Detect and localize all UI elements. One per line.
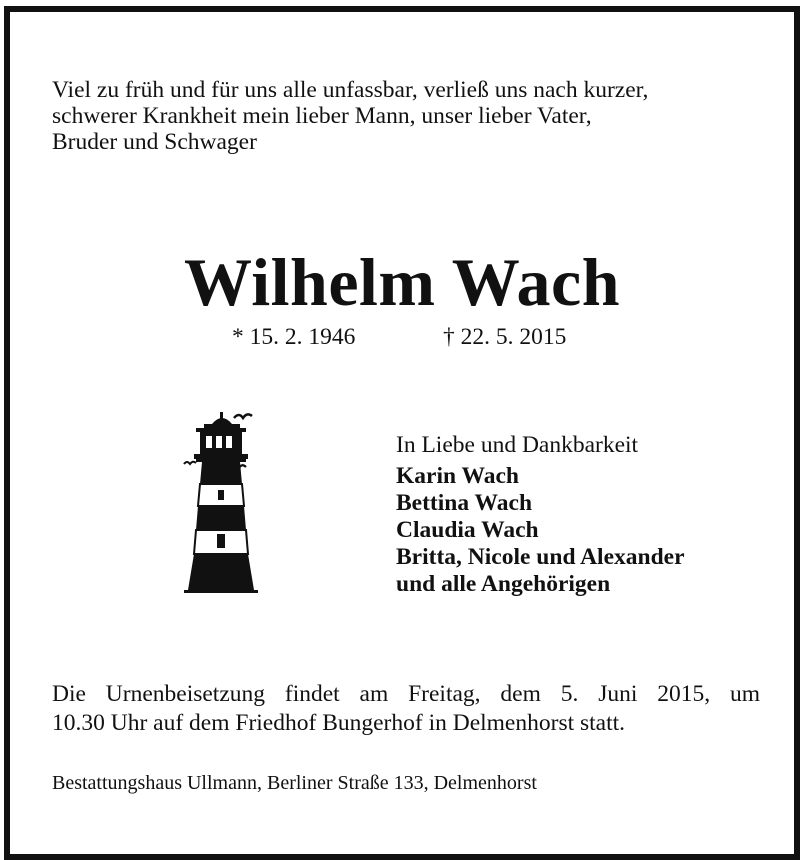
service-line: 10.30 Uhr auf dem Friedhof Bungerhof in Delmenhorst statt. [52, 710, 626, 736]
lighthouse-icon [182, 406, 262, 596]
service-line: Die Urnenbeisetzung findet am Freitag, dem 5. Juni 2015, um [52, 681, 760, 707]
intro-line: Bruder und Schwager [52, 129, 257, 155]
mourner-name: Claudia Wach [396, 517, 539, 543]
mourner-name: Karin Wach [396, 463, 519, 489]
deceased-name: Wilhelm Wach [183, 244, 621, 320]
signoff-lead: In Liebe und Dankbarkeit [396, 432, 639, 458]
service-notice [52, 680, 760, 738]
death-date: † 22. 5. 2015 [443, 324, 567, 350]
mourner-list [396, 463, 685, 598]
funeral-home: Bestattungshaus Ullmann, Berliner Straße 133, Delmenhorst [52, 772, 537, 794]
mourner-name: Bettina Wach [396, 490, 533, 516]
intro-line: schwerer Krankheit mein lieber Mann, unser lieber Vater, [52, 103, 592, 129]
intro-line: Viel zu früh und für uns alle unfassbar, verließ uns nach kurzer, [52, 77, 649, 103]
obituary-frame [4, 6, 800, 860]
mourner-name: Britta, Nicole und Alexander [396, 544, 685, 570]
birth-date: * 15. 2. 1946 [232, 324, 356, 350]
mourner-name: und alle Angehörigen [396, 571, 611, 597]
signoff [396, 432, 685, 598]
intro-text [52, 77, 752, 155]
